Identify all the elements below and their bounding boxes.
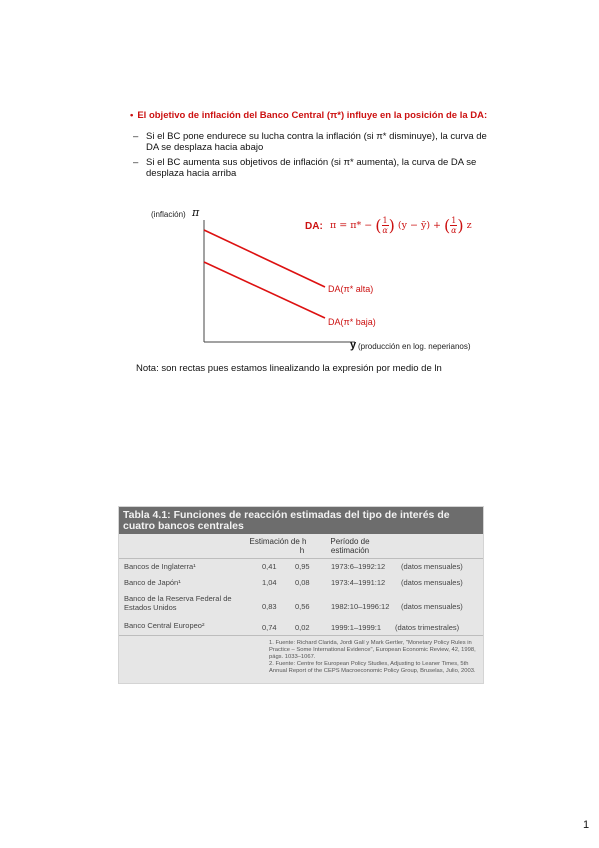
- row-1-period: 1973:6–1992:12: [331, 562, 386, 571]
- x-axis-label: (producción en log. neperianos): [358, 342, 471, 351]
- table-title: Tabla 4.1: Funciones de reacción estimadas del tipo de interés de cuatro bancos centrales: [119, 507, 483, 534]
- paren-open: (: [444, 216, 451, 235]
- row-3-h2: 0,56: [295, 602, 310, 611]
- dash-marker: –: [133, 157, 139, 168]
- da-formula: [330, 216, 472, 235]
- row-4-name: Banco Central Europeo²: [124, 621, 205, 630]
- da-label: DA:: [305, 221, 323, 232]
- y-axis-symbol: π: [192, 206, 200, 219]
- frac-den: α: [451, 226, 457, 235]
- main-bullet-text: El objetivo de inflación del Banco Central (π*) influye en la posición de la DA:: [137, 110, 488, 121]
- da-low-line: [204, 262, 325, 318]
- row-2-period: 1973:4–1991:12: [331, 578, 386, 587]
- row-2-h1: 1,04: [262, 578, 277, 587]
- paren-open: (: [375, 216, 382, 235]
- header-estimacion: Estimación de h: [249, 537, 307, 546]
- page-number: 1: [583, 819, 590, 831]
- row-1-note: (datos mensuales): [401, 562, 463, 571]
- da-high-line: [204, 230, 325, 287]
- formula-lhs: π = π* −: [330, 220, 373, 231]
- row-4-note: (datos trimestrales): [395, 623, 460, 632]
- row-3-note: (datos mensuales): [401, 602, 463, 611]
- sub-bullet-1: [133, 131, 513, 155]
- sub-bullet-2-text: Si el BC aumenta sus objetivos de inflación (si π* aumenta), la curva de DA se desplaza hacia arriba: [146, 157, 477, 179]
- row-1-h1: 0,41: [262, 562, 277, 571]
- row-1-h2: 0,95: [295, 562, 310, 571]
- row-3-period: 1982:10–1996:12: [331, 602, 390, 611]
- formula-rhs: z: [466, 220, 472, 231]
- formula-mid: (y − ȳ) +: [397, 220, 442, 231]
- row-1-name: Bancos de Inglaterra¹: [124, 562, 196, 571]
- dash-marker: –: [133, 131, 139, 142]
- sub-bullet-2: [133, 157, 513, 181]
- row-2-name: Banco de Japón¹: [124, 578, 181, 587]
- divider: [119, 558, 483, 559]
- footnote-1: 1. Fuente: Richard Clarida, Jordi Galí y Mark Gertler, "Monetary Policy Rules in Practice – Some International Evidence", European Economic Review, 42, 1998, págs. 1033–1067.: [269, 640, 476, 660]
- row-2-note: (datos mensuales): [401, 578, 463, 587]
- header-periodo: Período de estimación: [330, 537, 370, 555]
- row-2-h2: 0,08: [295, 578, 310, 587]
- x-axis-symbol: y: [350, 339, 357, 351]
- sub-bullet-1-text: Si el BC pone endurece su lucha contra la inflación (si π* disminuye), la curva de DA se desplaza hacia abajo: [146, 131, 487, 153]
- frac-den: α: [382, 226, 388, 235]
- reaction-table: [118, 506, 484, 684]
- row-4-h1: 0,74: [262, 623, 277, 632]
- frac-num: 1: [451, 216, 457, 225]
- footnote-2: 2. Fuente: Centre for European Policy Studies, Adjusting to Leaner Times, 5th Annual Report of the CEPS Macroeconomic Policy Group, Bruselas, Julio, 2003.: [269, 661, 476, 674]
- paren-close: ): [388, 216, 395, 235]
- row-3-h1: 0,83: [262, 602, 277, 611]
- note-text: Nota: son rectas pues estamos linealizando la expresión por medio de ln: [136, 363, 442, 374]
- divider: [119, 635, 483, 636]
- curve-low-label: DA(π* baja): [328, 317, 376, 327]
- curve-high-label: DA(π* alta): [328, 284, 374, 294]
- row-3-name: Banco de la Reserva Federal de Estados Unidos: [124, 594, 232, 612]
- main-bullet: [130, 110, 487, 121]
- header-h: h: [299, 546, 305, 555]
- bullet-dot: •: [130, 110, 134, 121]
- row-4-period: 1999:1–1999:1: [331, 623, 382, 632]
- fraction-1: [382, 216, 389, 235]
- row-4-h2: 0,02: [295, 623, 310, 632]
- frac-num: 1: [382, 216, 388, 225]
- paren-close: ): [457, 216, 464, 235]
- y-axis-label: (inflación): [151, 210, 186, 219]
